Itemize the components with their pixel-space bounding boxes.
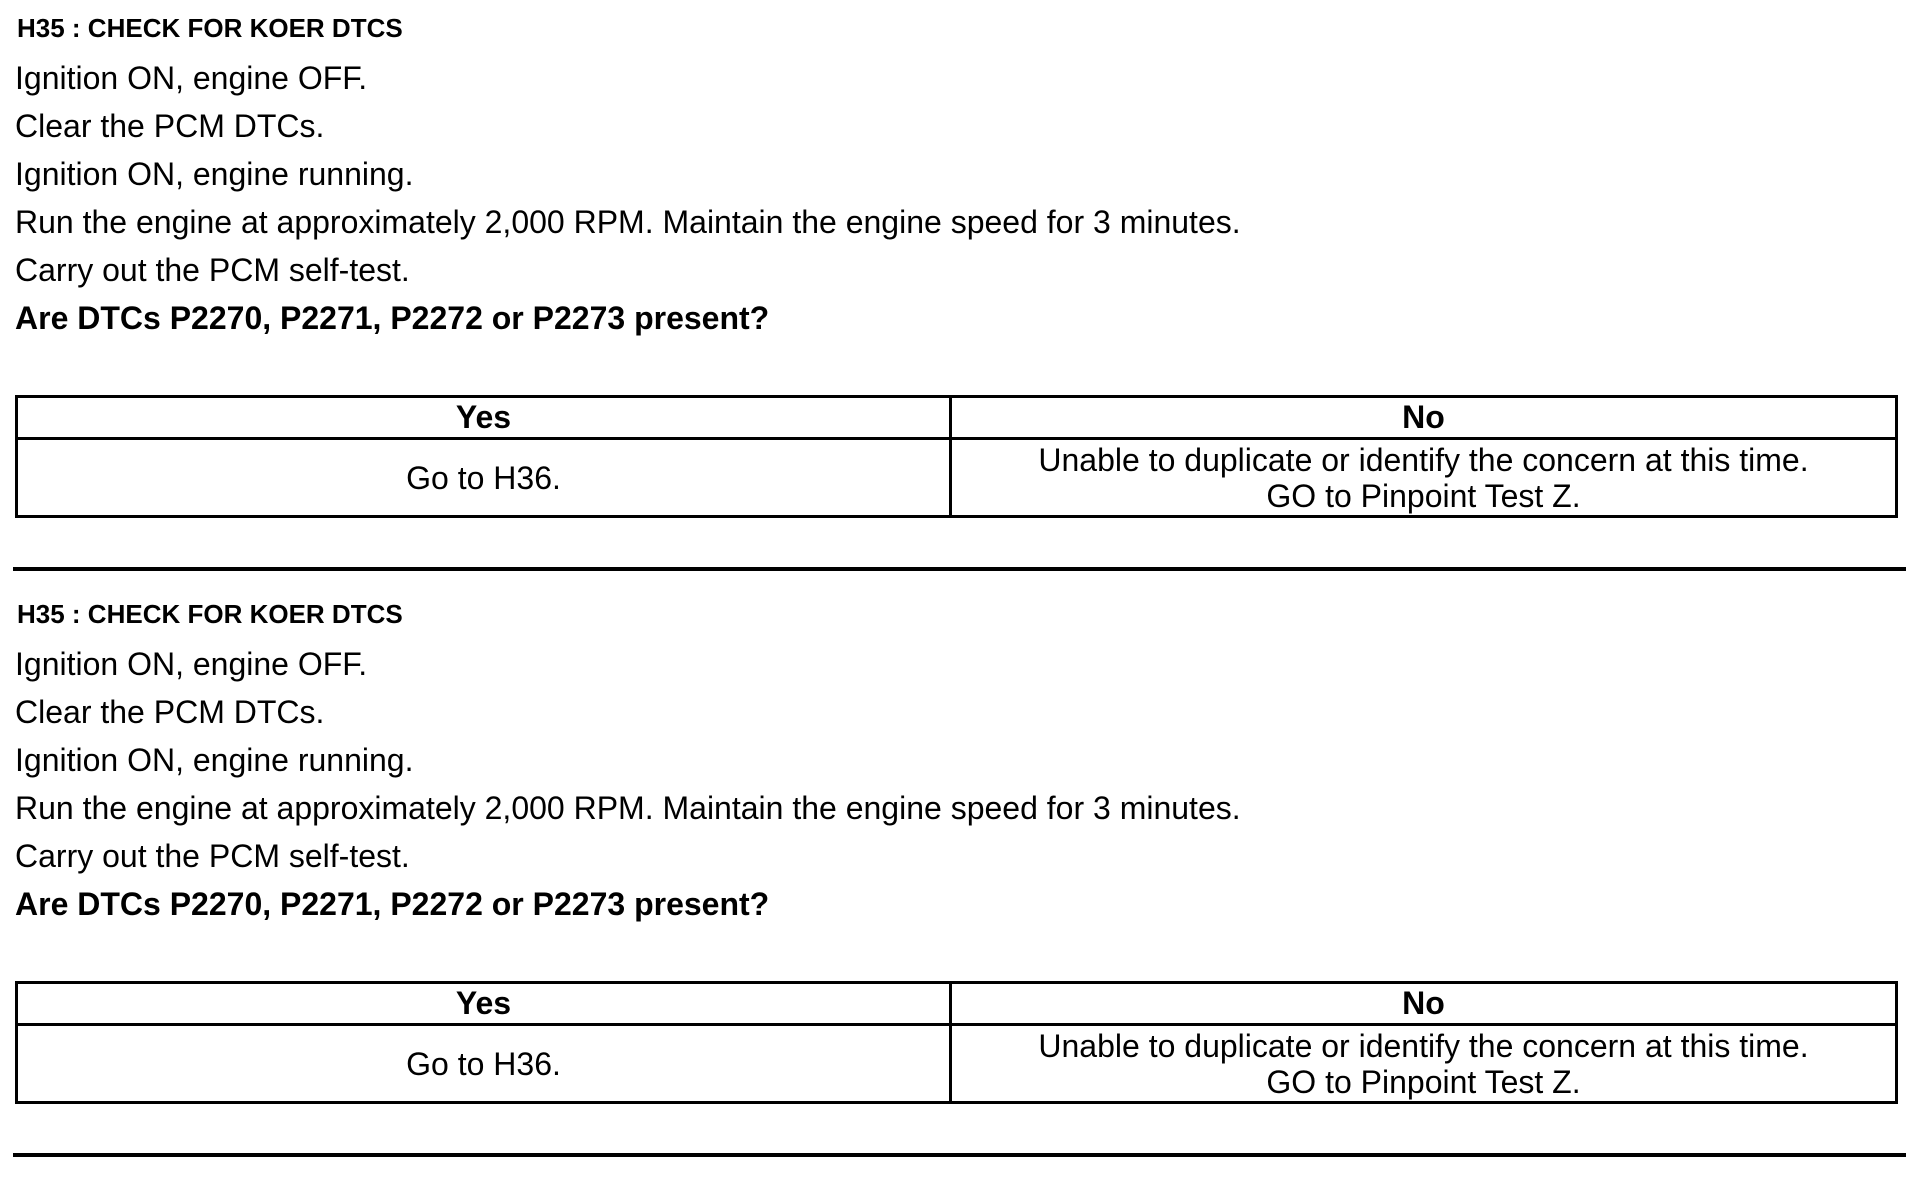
step-question: Are DTCs P2270, P2271, P2272 or P2273 present? <box>15 300 770 336</box>
section-divider <box>13 1153 1906 1157</box>
result-table <box>15 395 1898 518</box>
step-instruction: Ignition ON, engine OFF. <box>15 646 368 682</box>
step-instruction: Run the engine at approximately 2,000 RPM. Maintain the engine speed for 3 minutes. <box>15 204 1241 240</box>
section-divider <box>13 567 1906 571</box>
table-row <box>17 1025 1897 1103</box>
no-action-text: Unable to duplicate or identify the concern at this time. <box>1038 441 1809 478</box>
step-instruction: Run the engine at approximately 2,000 RPM. Maintain the engine speed for 3 minutes. <box>15 790 1241 826</box>
no-action-text: Unable to duplicate or identify the concern at this time. <box>1038 1027 1809 1064</box>
step-instruction: Ignition ON, engine OFF. <box>15 60 368 96</box>
step-instruction: Carry out the PCM self-test. <box>15 838 410 874</box>
pinpoint-test-link[interactable]: GO to Pinpoint Test Z. <box>1266 1063 1581 1100</box>
step-instruction: Clear the PCM DTCs. <box>15 694 325 730</box>
table-header-row <box>17 397 1897 439</box>
no-action-cell <box>951 439 1897 517</box>
step-question: Are DTCs P2270, P2271, P2272 or P2273 present? <box>15 886 770 922</box>
table-header-row <box>17 983 1897 1025</box>
step-instruction: Ignition ON, engine running. <box>15 156 414 192</box>
step-instruction: Clear the PCM DTCs. <box>15 108 325 144</box>
no-column-header: No <box>951 983 1897 1025</box>
table-row <box>17 439 1897 517</box>
test-step-section <box>15 12 1895 514</box>
yes-column-header: Yes <box>17 397 951 439</box>
test-step-section <box>15 598 1895 1100</box>
no-action-cell <box>951 1025 1897 1103</box>
result-table <box>15 981 1898 1104</box>
step-heading: H35 : CHECK FOR KOER DTCS <box>17 13 403 43</box>
yes-column-header: Yes <box>17 983 951 1025</box>
no-column-header: No <box>951 397 1897 439</box>
yes-action-text: Go to H36. <box>406 459 561 496</box>
yes-action-cell <box>17 1025 951 1103</box>
step-heading: H35 : CHECK FOR KOER DTCS <box>17 599 403 629</box>
yes-action-cell <box>17 439 951 517</box>
yes-action-text: Go to H36. <box>406 1045 561 1082</box>
step-instruction: Carry out the PCM self-test. <box>15 252 410 288</box>
pinpoint-test-link[interactable]: GO to Pinpoint Test Z. <box>1266 477 1581 514</box>
step-instruction: Ignition ON, engine running. <box>15 742 414 778</box>
